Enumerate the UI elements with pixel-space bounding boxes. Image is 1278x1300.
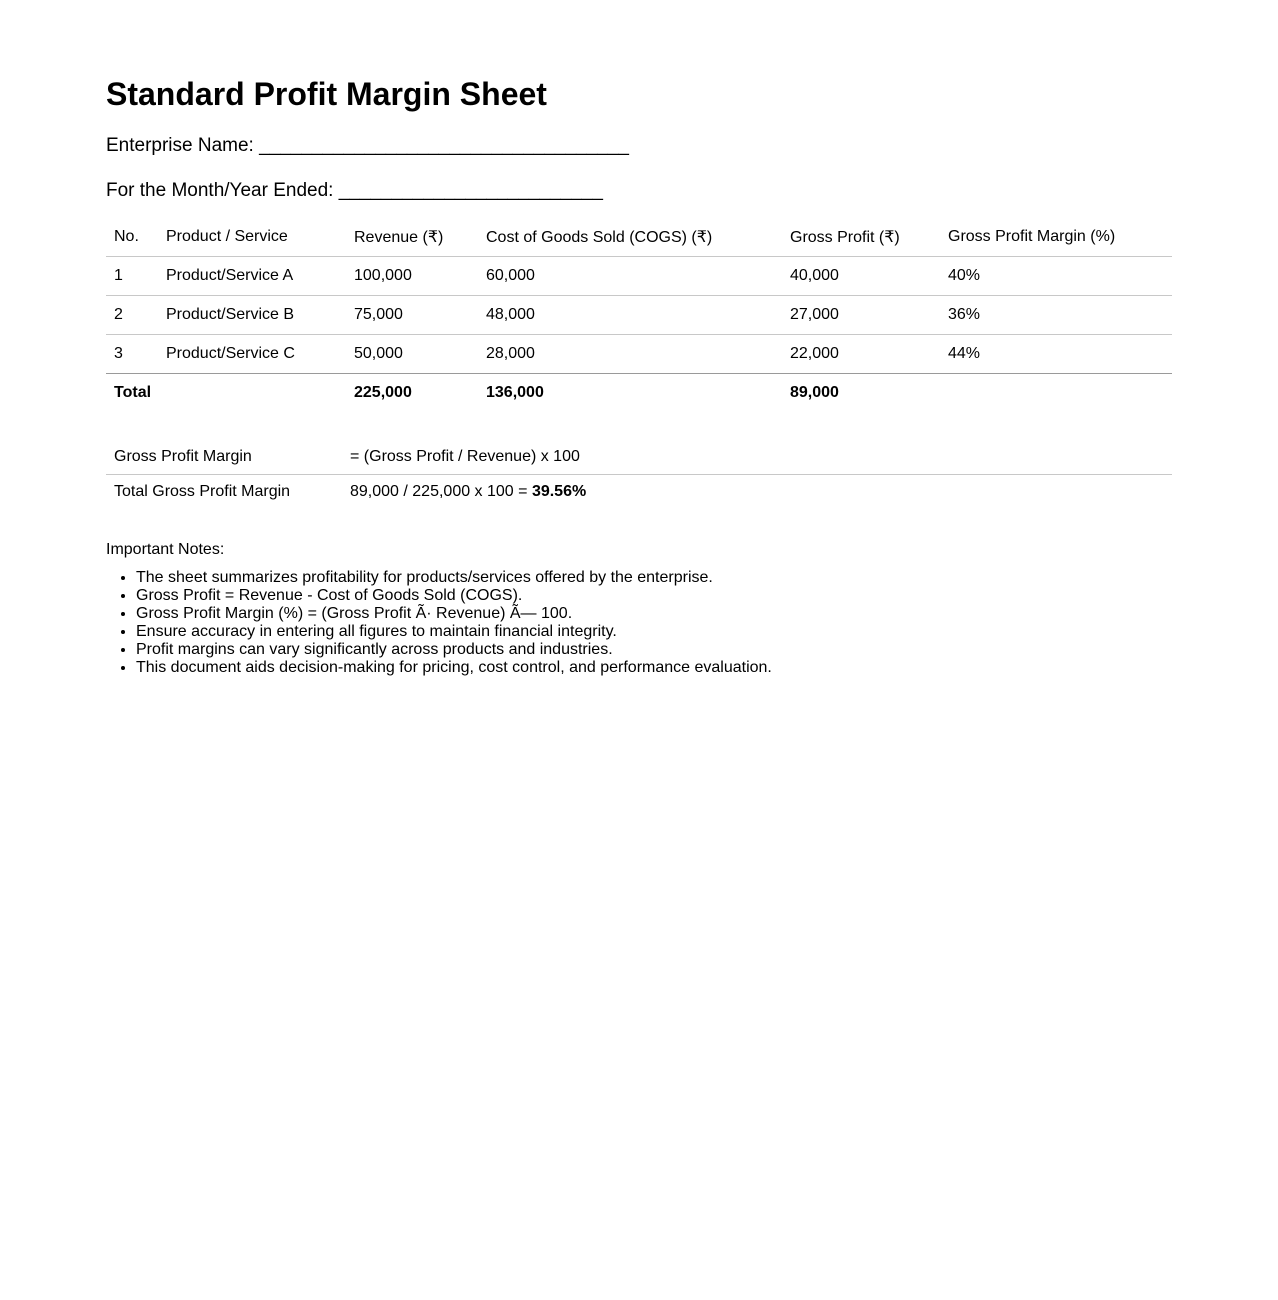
list-item: • Ensure accuracy in entering all figures to maintain financial integrity. (136, 623, 772, 641)
formula-text: = (Gross Profit / Revenue) x 100 (350, 448, 580, 465)
month-year-blank: _________________________ (338, 180, 603, 201)
cell-cogs: 28,000 (478, 335, 782, 374)
total-label: Total (106, 374, 346, 413)
month-year-field (106, 179, 603, 203)
cell-margin: 40% (940, 257, 1172, 296)
cell-gross-profit: 40,000 (782, 257, 940, 296)
cell-gross-profit: 22,000 (782, 335, 940, 374)
notes-list (106, 569, 772, 677)
total-margin-label: Total Gross Profit Margin (106, 475, 342, 510)
table-row (106, 335, 1172, 374)
cell-no: 1 (106, 257, 158, 296)
margin-calculation-table (106, 440, 1172, 509)
notes-heading: Important Notes: (106, 541, 225, 558)
cell-cogs: 60,000 (478, 257, 782, 296)
total-margin-row (106, 475, 1172, 510)
month-year-label: For the Month/Year Ended: (106, 180, 334, 201)
table-header-row (106, 218, 1172, 257)
cell-no: 3 (106, 335, 158, 374)
table-row (106, 257, 1172, 296)
cell-margin: 36% (940, 296, 1172, 335)
total-gross-profit: 89,000 (782, 374, 940, 413)
total-margin-calculation (342, 475, 1172, 510)
table-total-row (106, 374, 1172, 413)
list-item: • This document aids decision-making for pricing, cost control, and performance evaluation. (136, 659, 772, 677)
total-margin-empty (940, 374, 1172, 413)
cell-no: 2 (106, 296, 158, 335)
cell-cogs: 48,000 (478, 296, 782, 335)
header-revenue: Revenue (₹) (354, 229, 444, 246)
list-item: • Gross Profit Margin (%) = (Gross Profit Ã· Revenue) Ã— 100. (136, 605, 772, 623)
header-margin: Gross Profit Margin (%) (948, 228, 1116, 245)
header-gross-profit: Gross Profit (₹) (790, 229, 900, 246)
table-row (106, 296, 1172, 335)
cell-revenue: 50,000 (346, 335, 478, 374)
cell-product: Product/Service A (158, 257, 346, 296)
total-cogs: 136,000 (478, 374, 782, 413)
cell-product: Product/Service B (158, 296, 346, 335)
list-item: • The sheet summarizes profitability for products/services offered by the enterprise. (136, 569, 772, 587)
cell-product: Product/Service C (158, 335, 346, 374)
formula-label: Gross Profit Margin (114, 448, 252, 465)
page-title: Standard Profit Margin Sheet (106, 76, 547, 112)
formula-row (106, 440, 1172, 475)
header-cogs: Cost of Goods Sold (COGS) (₹) (486, 229, 713, 246)
total-revenue: 225,000 (346, 374, 478, 413)
cell-gross-profit: 27,000 (782, 296, 940, 335)
cell-revenue: 100,000 (346, 257, 478, 296)
list-item: • Gross Profit = Revenue - Cost of Goods Sold (COGS). (136, 587, 772, 605)
enterprise-name-field (106, 134, 629, 158)
profit-table (106, 218, 1172, 412)
header-product: Product / Service (166, 228, 288, 245)
header-no: No. (114, 228, 139, 245)
list-item: • Profit margins can vary significantly across products and industries. (136, 641, 772, 659)
enterprise-name-blank: ___________________________________ (259, 135, 629, 156)
total-margin-expression: 89,000 / 225,000 x 100 = (350, 483, 532, 500)
total-margin-result: 39.56% (531, 483, 587, 500)
cell-revenue: 75,000 (346, 296, 478, 335)
cell-margin: 44% (940, 335, 1172, 374)
enterprise-name-label: Enterprise Name: (106, 135, 254, 156)
